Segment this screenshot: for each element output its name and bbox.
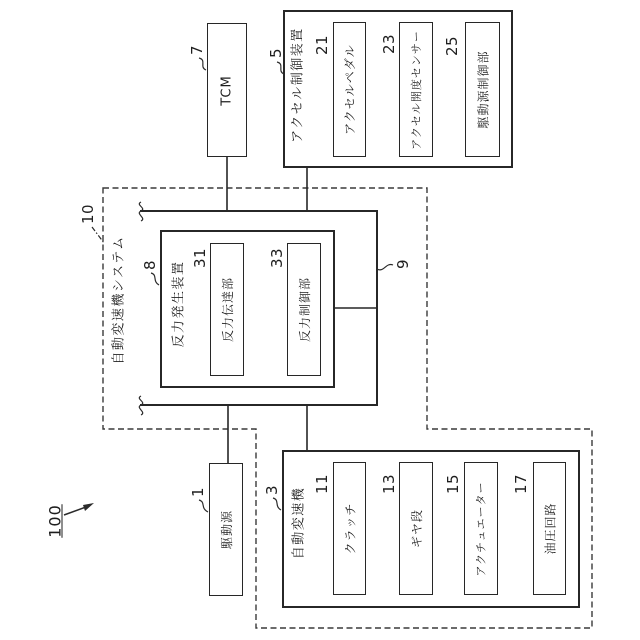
ref-label-33: 33 [268, 247, 286, 269]
box-gear [399, 462, 433, 595]
arrow-100-line [64, 507, 86, 515]
box-drive-source [209, 463, 243, 596]
box-accel-pedal [333, 22, 366, 157]
ref-label-7: 7 [188, 44, 206, 56]
drive-source-label: 駆動源 [219, 509, 234, 550]
tcm-label: TCM [219, 74, 235, 106]
accel-unit-title: アクセル制御装置 [290, 27, 306, 143]
ref-label-9: 9 [394, 258, 412, 270]
reaction-unit-title: 反力発生装置 [171, 260, 187, 348]
reaction-transmit-label: 反力伝達部 [220, 276, 235, 343]
leader-10 [92, 227, 104, 243]
accel-pedal-label: アクセルペダル [343, 44, 357, 135]
ref-label-15: 15 [444, 473, 462, 495]
arrow-100-head-icon [83, 503, 94, 511]
box-reaction-control [287, 243, 321, 376]
group10-title: 自動変速機システム [111, 235, 127, 365]
box-drive-ctrl [465, 22, 500, 157]
ref-label-11: 11 [313, 473, 331, 495]
ref-label-10: 10 [79, 203, 97, 225]
ref-label-13: 13 [380, 473, 398, 495]
box-accel-sensor [399, 22, 433, 157]
ref-label-8: 8 [141, 259, 159, 271]
leader-3 [273, 498, 281, 510]
actuator-label: アクチュエーター [475, 480, 488, 577]
box-hydraulic [533, 462, 566, 595]
clutch-label: クラッチ [343, 502, 358, 555]
drive-ctrl-label: 駆動源制御部 [476, 50, 491, 129]
box-tcm [207, 23, 247, 157]
reaction-control-label: 反力制御部 [297, 276, 312, 343]
ref-label-25: 25 [443, 35, 461, 57]
hydraulic-label: 油圧回路 [543, 502, 558, 555]
leader-9 [377, 264, 393, 269]
box-clutch [333, 462, 366, 595]
ref-label-1: 1 [189, 486, 207, 498]
leader-1 [199, 500, 208, 512]
box-reaction-transmit [210, 243, 244, 376]
ref-label-31: 31 [191, 247, 209, 269]
transmission-title: 自動変速機 [291, 486, 307, 560]
accel-sensor-label: アクセル開度センサー [410, 29, 424, 150]
ref-label-3: 3 [263, 484, 281, 496]
box-actuator [464, 462, 498, 595]
leader-7 [199, 58, 206, 70]
system-ref-label: 100 [45, 504, 65, 538]
ref-label-17: 17 [512, 473, 530, 495]
ref-label-21: 21 [313, 34, 331, 56]
ref-label-23: 23 [380, 33, 398, 55]
leader-8 [151, 273, 159, 285]
ref-label-5: 5 [267, 47, 285, 59]
gear-label: ギヤ段 [409, 508, 424, 549]
